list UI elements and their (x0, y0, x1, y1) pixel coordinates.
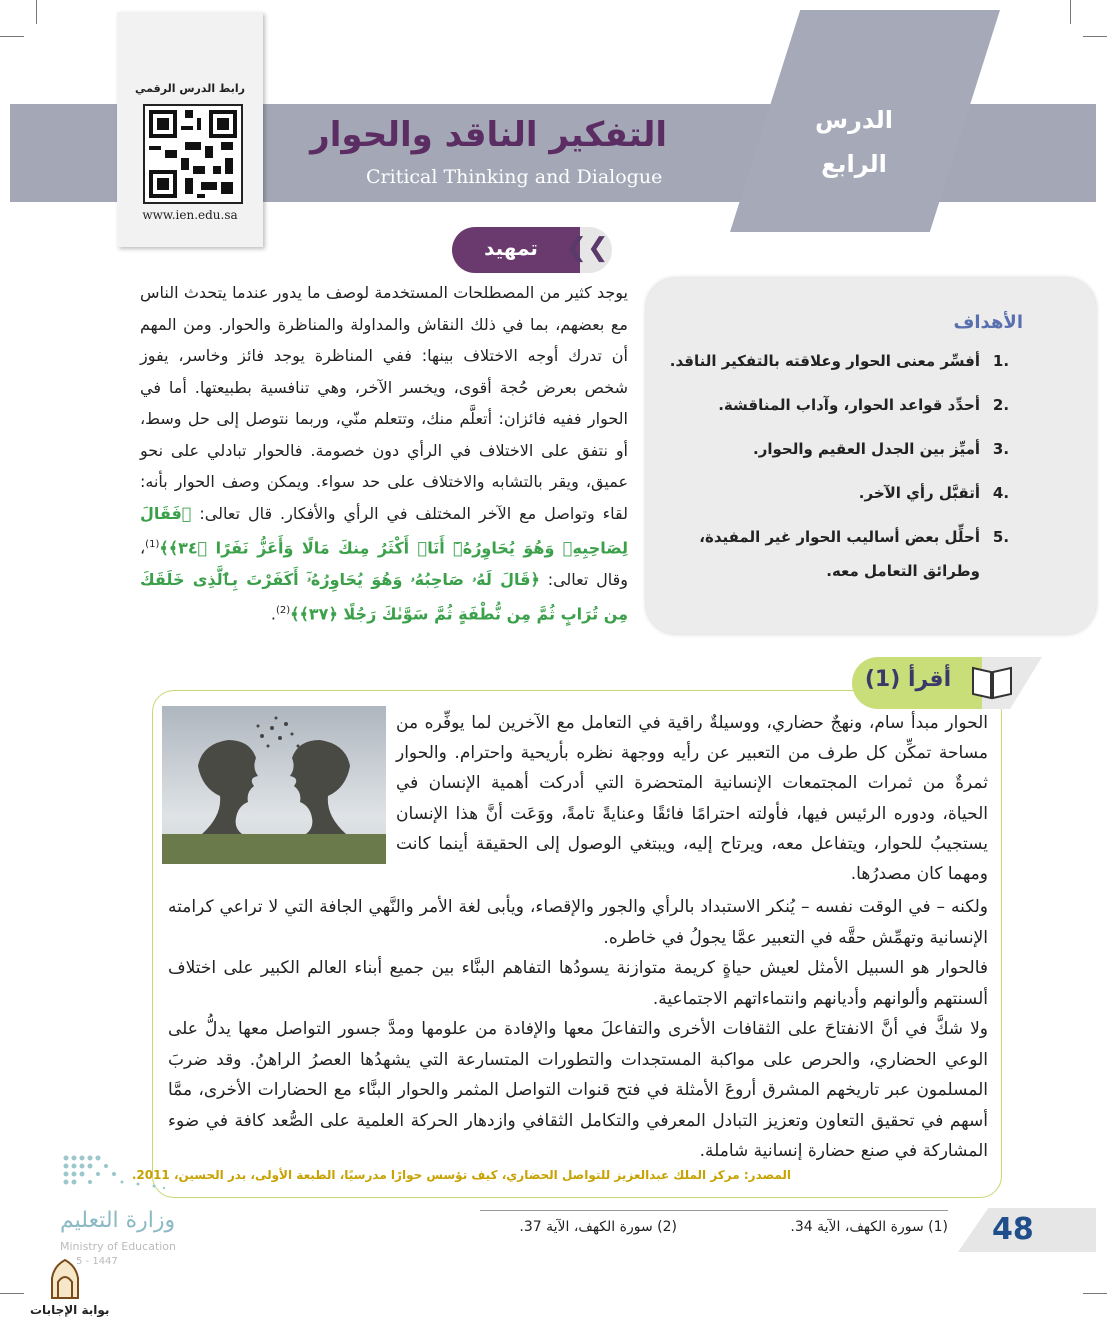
ministry-name-english: Ministry of Education (60, 1240, 177, 1253)
page-number: 48 (992, 1212, 1034, 1247)
intro-connector: ، وقال تعالى: (140, 538, 629, 589)
double-chevron-icon: ❮❮ (565, 233, 609, 263)
open-book-icon (970, 662, 1014, 702)
objective-item (668, 388, 1016, 422)
ministry-year: 5 - 1447 (76, 1256, 118, 1267)
reading-paragraph-4: ولا شكَّ في أنَّ الانفتاحَ على الثقافات الأخرى والتفاعلَ معها والإفادة من علومها ومدَّ جسور التواصل معها يدلُّ على الوعي الحضاري، والحرص على مواكبة المستجدات والتطورات المتسارعة التي يشهدُها العصرُ الراهنُ. وقد ضربَ المسلمون عبر تاريخهم المشرق أروعَ الأمثلة في فتح قنوات التواصل المثمر والحوار البنَّاء مع الحضارات الأخرى، ممَّا أسهم في تحقيق التعاون وتعزيز التبادل المعرفي والتكامل الثقافي وازدهار الحركة العلمية على الصُّعد كافة في ضوء المشاركة في صنع حضارة إنسانية شاملة. (168, 1019, 988, 1161)
objective-text: أتقبَّل رأي الآخر. (858, 484, 980, 502)
lesson-label-line2: الرابع (821, 150, 887, 178)
objective-item (668, 476, 1016, 510)
quran-verse-37: ﴿قَالَ لَهُۥ صَاحِبُهُۥ وَهُوَ يُحَاوِرُهُۥٓ أَكَفَرْتَ بِٱلَّذِى خَلَقَكَ مِن تُرَابٍ ثُمَّ مِن نُّطْفَةٍ ثُمَّ سَوَّىٰكَ رَجُلًا ﴿٣٧﴾﴾ (140, 569, 628, 624)
footnote-1: (1) سورة الكهف، الآية 34. (790, 1219, 948, 1235)
reading-paragraph-1: الحوار مبدأ سام، ونهجٌ حضاري، ووسيلةٌ راقية في التعامل مع الآخرين لما يوفِّره من مساحة تمكِّن كل طرف من التعبير عن رأيه ووجهة نظره بأريحية واحترام. والحوار ثمرةٌ من ثمرات المجتمعات الإنسانية المتحضرة التي أدركت أهمية الإنسان في الحياة، ودوره الرئيس فيها، فأولته احترامًا فائقًا وعنايةً تامةً، ووَعَت أنَّ هذا الإنسان يستجيبُ للحوار، ويتفاعل معه، ويرتاح إليه، ويبتغي الوصول إلى الحقيقة أينما كانت ومهما كان مصدرُها. (396, 713, 988, 885)
footnote-2: (2) سورة الكهف، الآية 37. (519, 1219, 677, 1235)
lesson-label-line1: الدرس (814, 106, 894, 134)
lesson-title-english: Critical Thinking and Dialogue (366, 166, 663, 188)
objective-text: أحدِّد قواعد الحوار، وآداب المناقشة. (718, 396, 980, 414)
reading-source: المصدر: مركز الملك عبدالعزيز للتواصل الحضاري، كيف تؤسس حوارًا مدرسيًا، الطبعة الأولى، بدر الحسين، 2011. (131, 1168, 791, 1182)
crop-mark (0, 1293, 24, 1294)
qr-label: رابط الدرس الرقمي (135, 82, 245, 95)
watermark-text: بوابة الإجابات (30, 1303, 110, 1317)
crop-mark (1083, 1293, 1107, 1294)
objectives-list (668, 344, 1016, 598)
lesson-title-arabic: التفكير الناقد والحوار (310, 115, 667, 155)
objective-text: أحلِّل بعض أساليب الحوار غير المفيدة، وطرائق التعامل معه. (699, 528, 980, 580)
qr-url[interactable]: www.ien.edu.sa (142, 208, 238, 222)
crop-mark (0, 36, 24, 37)
objective-text: أفسِّر معنى الحوار وعلاقته بالتفكير الناقد. (669, 352, 980, 370)
intro-heading: تمهيد (484, 236, 538, 260)
footnote-ref-2: (2) (275, 605, 291, 617)
footnote-ref-1: (1) (145, 539, 160, 550)
objective-item (668, 520, 1016, 588)
objective-number: .3 (992, 440, 1010, 458)
ministry-dots-logo-icon (60, 1152, 170, 1196)
reading-paragraph-3: فالحوار هو السبيل الأمثل لعيش حياةٍ كريمة متوازنة يسودُها التفاهم البنَّاء بين جميع أبناء العالم الكبير على اختلاف ألسنتهم وألوانهم وأديانهم وانتماءاتهم الاجتماعية. (168, 958, 988, 1009)
crop-mark (36, 0, 37, 24)
reading-paragraph-2: ولكنه – في الوقت نفسه – يُنكر الاستبداد بالرأي والجور والإقصاء، ويأبى لغة الأمر والنَّهي الجافة التي لا تراعي كرامته الإنسانية وتهمِّش حقَّه في التعبير عمَّا يجولُ في خاطره. (168, 897, 988, 948)
intro-end: . (270, 604, 276, 624)
reading-label: أقرأ (1) (864, 667, 952, 692)
objective-text: أميِّز بين الجدل العقيم والحوار. (753, 440, 980, 458)
ministry-name-arabic: وزارة التعليم (60, 1208, 176, 1233)
footnote-divider (480, 1210, 948, 1211)
crop-mark (1070, 0, 1071, 24)
qr-card[interactable] (117, 12, 263, 247)
crop-mark (1083, 36, 1107, 37)
watermark-logo-icon (46, 1258, 84, 1302)
objective-number: .5 (992, 528, 1010, 546)
objective-number: .4 (992, 484, 1010, 502)
objective-item (668, 344, 1016, 378)
quran-verse-34: ﴿فَقَالَ لِصَاحِبِهِۦ وَهُوَ يُحَاوِرُهُۥٓ أَنَا۠ أَكْثَرُ مِنكَ مَالًا وَأَعَزُّ نَفَرًا ﴿٣٤﴾﴾ (140, 503, 628, 558)
reading-paragraphs (168, 892, 988, 1167)
objective-item (668, 432, 1016, 466)
intro-paragraph (140, 277, 628, 630)
intro-heading-pill (452, 227, 612, 273)
qr-code-icon[interactable] (143, 104, 243, 204)
dialogue-heads-image (162, 706, 386, 864)
intro-body: يوجد كثير من المصطلحات المستخدمة لوصف ما يدور عندما يتحدث الناس مع بعضهم، بما في ذلك النقاش والمداولة والمناظرة والحوار. ومن المهم أن تدرك أوجه الاختلاف بينها: ففي المناظرة يوجد فائز وخاسر، يفوز شخص بعرض حُجة أقوى، ويخسر الآخر، وهي تنافسية بطبيعتها. أما في الحوار ففيه فائزان: أتعلَّم منك، وتتعلم منّي، وربما نتوصل إلى حل وسط، أو نتفق على الاختلاف في الرأي دون خصومة. فالحوار تبادلي على نحو عميق، ويقر بالتشابه والاختلاف على حد سواء. ويمكن وصف الحوار بأنه: لقاء وتواصل مع الآخر المختلف في الرأي والأفكار. قال تعالى: (140, 283, 628, 523)
objectives-title: الأهداف (953, 312, 1023, 333)
objective-number: .1 (992, 352, 1010, 370)
objective-number: .2 (992, 396, 1010, 414)
